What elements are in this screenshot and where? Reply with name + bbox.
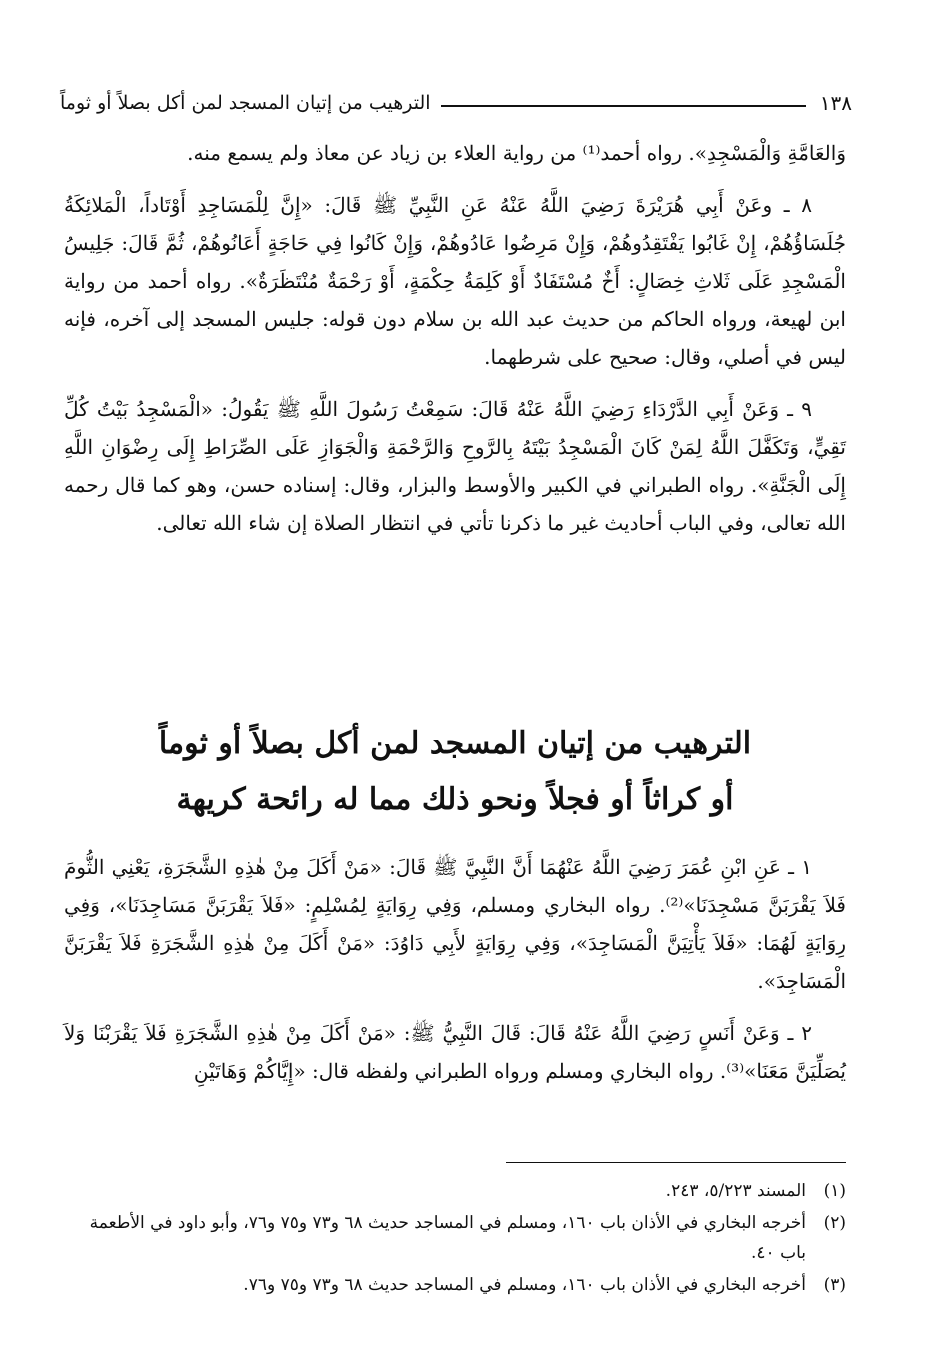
footnotes xyxy=(64,1176,846,1302)
footnote-text: أخرجه البخاري في الأذان باب ١٦٠، ومسلم في المساجد حديث ٦٨ و٧٣ و٧٥ و٧٦، وأبو داود في الأطعمة باب ٤٠. xyxy=(89,1213,806,1263)
footnote-text: المسند ٥/٢٢٣، ٢٤٣. xyxy=(665,1181,806,1201)
footnote-divider xyxy=(506,1162,846,1163)
paragraph-continuation: وَالعَامَّةِ وَالْمَسْجِدِ». رواه أحمد⁽¹⁾ من رواية العلاء بن زياد عن معاذ ولم يسمع منه. xyxy=(187,141,846,165)
footnote-item xyxy=(64,1176,846,1206)
footnote-number: (١) xyxy=(823,1181,846,1201)
section-title-line-1: الترهيب من إتيان المسجد لمن أكل بصلاً أو ثوماً xyxy=(158,726,752,761)
footnote-number: (٢) xyxy=(823,1213,846,1233)
main-text-section xyxy=(64,848,846,1104)
page-number: ١٣٨ xyxy=(819,91,852,115)
footnote-text: أخرجه البخاري في الأذان باب ١٦٠، ومسلم في المساجد حديث ٦٨ و٧٣ و٧٥ و٧٦. xyxy=(243,1275,806,1295)
section-title xyxy=(64,716,846,828)
paragraph-hadith-8: ٨ ـ وعَنْ أَبِي هُرَيْرَةَ رَضِيَ اللَّهُ عَنْهُ عَنِ النَّبِيِّ ﷺ قَالَ: «إِنَّ لِلْمَسَاجِدِ أَوْتَاداً، الْمَلائِكَةُ جُلَسَاؤُهُمْ، إِنْ غَابُوا يَفْتَقِدُوهُمْ، وَإِنْ مَرِضُوا عَادُوهُمْ، وَإِنْ كَانُوا فِي حَاجَةٍ أَعَانُوهُمْ، ثُمَّ قَالَ: جَلِيسُ الْمَسْجِدِ عَلَى ثَلاثِ خِصَالٍ: أَخٌ مُسْتَفَادٌ أَوْ كَلِمَةُ حِكْمَةٍ، أَوْ رَحْمَةٌ مُنْتَظَرَةٌ». رواه أحمد من رواية ابن لهيعة، ورواه الحاكم من حديث عبد الله بن سلام دون قوله: جليس المسجد إلى آخره، فإنه ليس في أصلي، وقال: صحيح على شرطهما. xyxy=(64,193,846,369)
page-header xyxy=(60,86,852,120)
paragraph-hadith-1: ١ ـ عَنِ ابْنِ عُمَرَ رَضِيَ اللَّهُ عَنْهُمَا أَنَّ النَّبِيَّ ﷺ قَالَ: «مَنْ أَكَلَ مِنْ هٰذِهِ الشَّجَرَةِ، يَعْنِي الثُّومَ فَلاَ يَقْرَبَنَّ مَسْجِدَنَا»⁽²⁾. رواه البخاري ومسلم، وَفِي رِوَايَةٍ لِمُسْلِمٍ: «فَلاَ يَقْرَبَنَّ مَسَاجِدَنَا»، وَفِي رِوَايَةٍ لَهُمَا: «فَلاَ يَأْتِيَنَّ الْمَسَاجِدَ»، وَفِي رِوَايَةٍ لأَبِي دَاوُدَ: «مَنْ أَكَلَ مِنْ هٰذِهِ الشَّجَرَةِ فَلاَ يَقْرَبَنَّ الْمَسَاجِدَ». xyxy=(64,855,846,993)
footnote-number: (٣) xyxy=(823,1275,846,1295)
running-title: الترهيب من إتيان المسجد لمن أكل بصلاً أو ثوماً xyxy=(60,92,431,114)
main-text-top xyxy=(64,134,846,556)
paragraph-hadith-2: ٢ ـ وَعَنْ أَنَسٍ رَضِيَ اللَّهُ عَنْهُ قَالَ: قَالَ النَّبِيُّ ﷺ: «مَنْ أَكَلَ مِنْ هٰذِهِ الشَّجَرَةِ فَلاَ يَقْرَبْنَا وَلاَ يُصَلِّيَنَّ مَعَنَا»⁽³⁾. رواه البخاري ومسلم ورواه الطبراني ولفظه قال: «إِيَّاكُمْ وَهَاتَيْنِ xyxy=(64,1021,846,1083)
footnote-item xyxy=(64,1270,846,1300)
header-rule xyxy=(441,105,806,107)
paragraph-hadith-9: ٩ ـ وَعَنْ أَبِي الدَّرْدَاءِ رَضِيَ اللَّهُ عَنْهُ قَالَ: سَمِعْتُ رَسُولَ اللَّهِ ﷺ يَقُولُ: «الْمَسْجِدُ بَيْتُ كُلِّ تَقِيٍّ، وَتَكَفَّلَ اللَّهُ لِمَنْ كَانَ الْمَسْجِدُ بَيْتَهُ بِالرَّوحِ وَالرَّحْمَةِ وَالْجَوَازِ عَلَى الصِّرَاطِ إِلَى رِضْوَانِ اللَّهِ إِلَى الْجَنَّةِ». رواه الطبراني في الكبير والأوسط والبزار، وقال: إسناده حسن، وهو كما قال رحمه الله تعالى، وفي الباب أحاديث غير ما ذكرنا تأتي في انتظار الصلاة إن شاء الله تعالى. xyxy=(64,397,846,535)
footnote-item xyxy=(64,1208,846,1268)
section-title-line-2: أو كراثاً أو فجلاً ونحو ذلك مما له رائحة كريهة xyxy=(176,782,734,817)
